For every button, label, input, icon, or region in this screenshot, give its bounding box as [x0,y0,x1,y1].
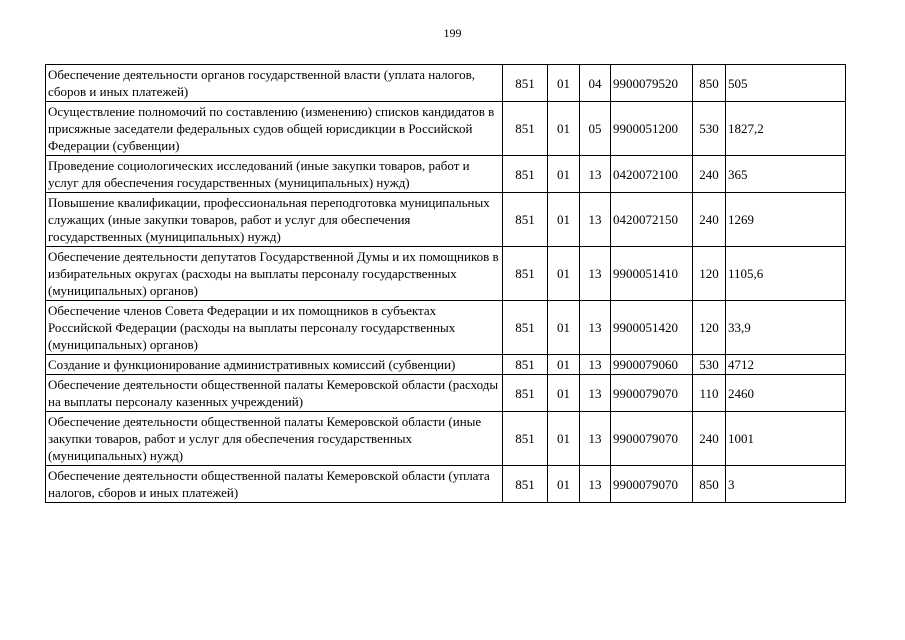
expense-type-code: 850 [693,466,726,503]
table-row [46,193,846,247]
department-code: 851 [503,193,548,247]
department-code: 851 [503,156,548,193]
department-code: 851 [503,102,548,156]
subsection-code: 13 [580,466,611,503]
subsection-code: 13 [580,193,611,247]
department-code: 851 [503,375,548,412]
target-article-code: 9900079070 [611,375,693,412]
expense-description: Проведение социологических исследований (иные закупки товаров, работ и услуг для обеспечения государственных (муниципальных) нужд) [46,156,503,193]
table-row [46,355,846,375]
expense-type-code: 240 [693,412,726,466]
department-code: 851 [503,247,548,301]
target-article-code: 9900079070 [611,466,693,503]
target-article-code: 9900051200 [611,102,693,156]
subsection-code: 05 [580,102,611,156]
subsection-code: 13 [580,375,611,412]
expense-description: Осуществление полномочий по составлению (изменению) списков кандидатов в присяжные заседатели федеральных судов общей юрисдикции в Российской Федерации (субвенции) [46,102,503,156]
subsection-code: 13 [580,156,611,193]
section-code: 01 [548,65,580,102]
expense-type-code: 110 [693,375,726,412]
expense-description: Обеспечение деятельности общественной палаты Кемеровской области (иные закупки товаров, работ и услуг для обеспечения государственных (муниципальных) нужд) [46,412,503,466]
department-code: 851 [503,301,548,355]
amount: 3 [726,466,846,503]
target-article-code: 0420072100 [611,156,693,193]
table-row [46,375,846,412]
target-article-code: 9900051420 [611,301,693,355]
expense-type-code: 850 [693,65,726,102]
subsection-code: 13 [580,247,611,301]
department-code: 851 [503,65,548,102]
expense-description: Обеспечение деятельности депутатов Государственной Думы и их помощников в избирательных округах (расходы на выплаты персоналу государственных (муниципальных) органов) [46,247,503,301]
budget-table [45,64,846,503]
amount: 1269 [726,193,846,247]
subsection-code: 13 [580,412,611,466]
expense-description: Обеспечение деятельности общественной палаты Кемеровской области (расходы на выплаты персоналу казенных учреждений) [46,375,503,412]
expense-type-code: 120 [693,301,726,355]
expense-description: Повышение квалификации, профессиональная переподготовка муниципальных служащих (иные закупки товаров, работ и услуг для обеспечения государственных (муниципальных) нужд) [46,193,503,247]
target-article-code: 9900079070 [611,412,693,466]
department-code: 851 [503,355,548,375]
expense-type-code: 240 [693,156,726,193]
subsection-code: 13 [580,301,611,355]
table-row [46,301,846,355]
amount: 365 [726,156,846,193]
section-code: 01 [548,156,580,193]
section-code: 01 [548,355,580,375]
subsection-code: 13 [580,355,611,375]
section-code: 01 [548,301,580,355]
expense-type-code: 240 [693,193,726,247]
table-row [46,412,846,466]
table-row [46,102,846,156]
section-code: 01 [548,193,580,247]
section-code: 01 [548,466,580,503]
amount: 1105,6 [726,247,846,301]
expense-type-code: 530 [693,102,726,156]
target-article-code: 9900079520 [611,65,693,102]
target-article-code: 9900079060 [611,355,693,375]
table-row [46,466,846,503]
expense-description: Обеспечение деятельности общественной палаты Кемеровской области (уплата налогов, сборов и иных платежей) [46,466,503,503]
table-row [46,247,846,301]
expense-description: Обеспечение членов Совета Федерации и их помощников в субъектах Российской Федерации (расходы на выплаты персоналу государственных (муниципальных) органов) [46,301,503,355]
target-article-code: 0420072150 [611,193,693,247]
target-article-code: 9900051410 [611,247,693,301]
department-code: 851 [503,466,548,503]
expense-type-code: 530 [693,355,726,375]
section-code: 01 [548,102,580,156]
expense-description: Обеспечение деятельности органов государственной власти (уплата налогов, сборов и иных платежей) [46,65,503,102]
section-code: 01 [548,412,580,466]
amount: 505 [726,65,846,102]
department-code: 851 [503,412,548,466]
table-row [46,65,846,102]
amount: 1827,2 [726,102,846,156]
expense-description: Создание и функционирование административных комиссий (субвенции) [46,355,503,375]
amount: 4712 [726,355,846,375]
section-code: 01 [548,375,580,412]
table-row [46,156,846,193]
expense-type-code: 120 [693,247,726,301]
amount: 1001 [726,412,846,466]
amount: 2460 [726,375,846,412]
subsection-code: 04 [580,65,611,102]
section-code: 01 [548,247,580,301]
amount: 33,9 [726,301,846,355]
page-number: 199 [443,26,462,40]
